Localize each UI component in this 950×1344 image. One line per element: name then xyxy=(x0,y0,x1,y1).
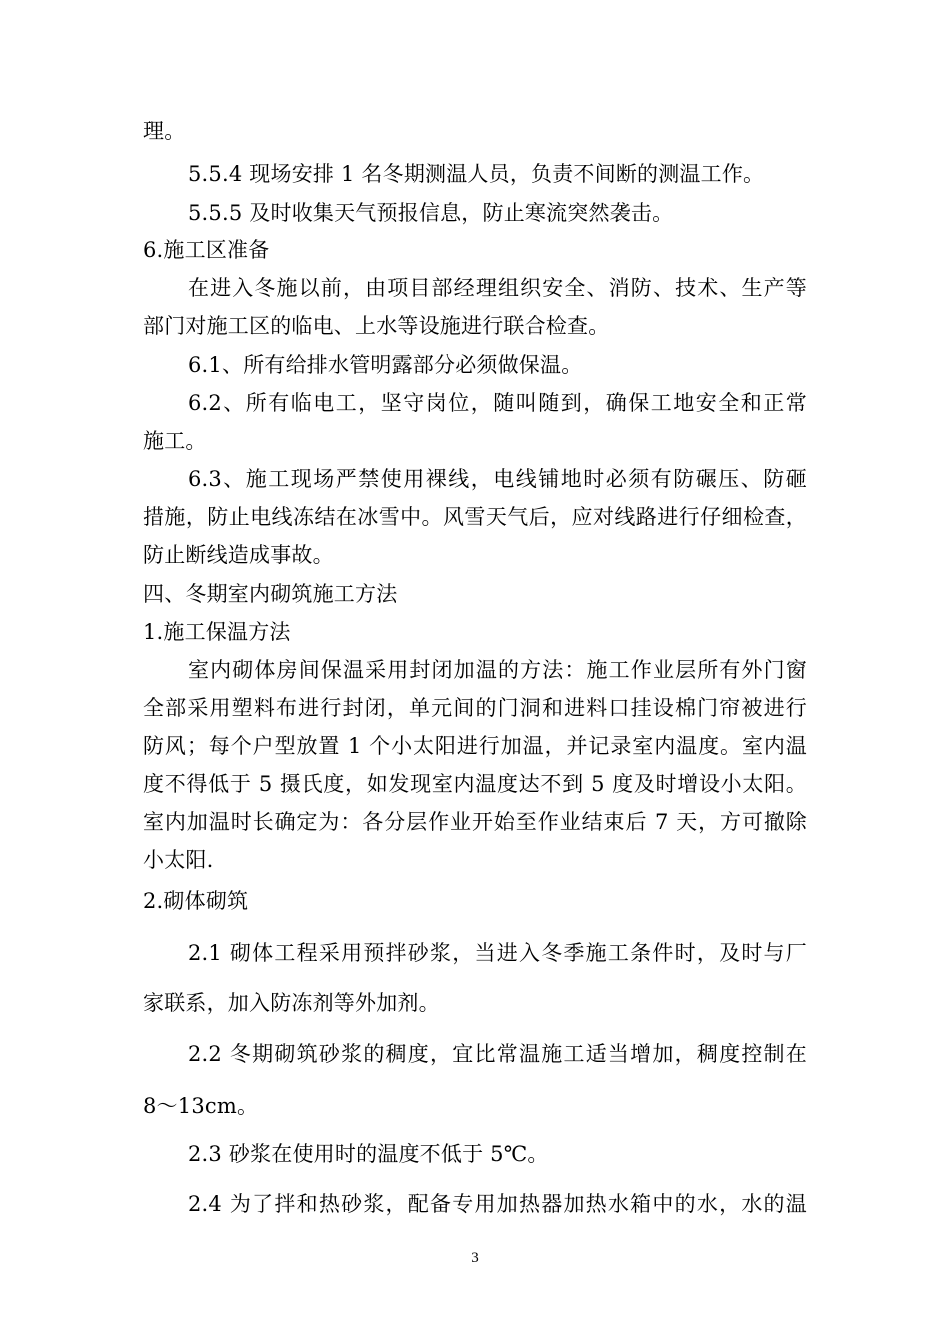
paragraph-line: 8～13cm。 xyxy=(143,1094,259,1118)
paragraph-line: 小太阳. xyxy=(143,848,214,872)
text-line-continuation: 理。 xyxy=(143,119,186,143)
text-line-item-6-3: 6.3、施工现场严禁使用裸线，电线铺地时必须有防碾压、防砸 xyxy=(188,467,807,491)
text-line-item-6-2: 6.2、所有临电工，坚守岗位，随叫随到，确保工地安全和正常 xyxy=(188,391,807,415)
paragraph-line: 室内加温时长确定为：各分层作业开始至作业结束后 7 天，方可撤除 xyxy=(143,810,807,834)
chapter-heading-4: 四、冬期室内砌筑施工方法 xyxy=(143,582,398,606)
paragraph-line: 施工。 xyxy=(143,429,207,453)
text-line-item-6-1: 6.1、所有给排水管明露部分必须做保温。 xyxy=(188,353,583,377)
paragraph-line: 全部采用塑料布进行封闭，单元间的门洞和进料口挂设棉门帘被进行 xyxy=(143,696,807,720)
section-heading-2: 2.砌体砌筑 xyxy=(143,889,249,913)
paragraph-line: 部门对施工区的临电、上水等设施进行联合检查。 xyxy=(143,314,610,338)
text-line-item-2-4: 2.4 为了拌和热砂浆，配备专用加热器加热水箱中的水，水的温 xyxy=(188,1192,807,1216)
section-heading-1: 1.施工保温方法 xyxy=(143,620,291,644)
text-line-item-5-5-4: 5.5.4 现场安排 1 名冬期测温人员，负责不间断的测温工作。 xyxy=(188,162,765,186)
text-line-item-2-2: 2.2 冬期砌筑砂浆的稠度，宜比常温施工适当增加，稠度控制在 xyxy=(188,1042,807,1066)
text-line-item-2-1: 2.1 砌体工程采用预拌砂浆，当进入冬季施工条件时，及时与厂 xyxy=(188,941,807,965)
page-number: 3 xyxy=(471,1250,479,1266)
paragraph-line: 度不得低于 5 摄氏度，如发现室内温度达不到 5 度及时增设小太阳。 xyxy=(143,772,807,796)
paragraph-line: 室内砌体房间保温采用封闭加温的方法：施工作业层所有外门窗 xyxy=(188,658,807,682)
paragraph-line: 在进入冬施以前，由项目部经理组织安全、消防、技术、生产等 xyxy=(188,276,807,300)
paragraph-line: 措施，防止电线冻结在冰雪中。风雪天气后，应对线路进行仔细检查， xyxy=(143,505,807,529)
text-line-item-2-3: 2.3 砂浆在使用时的温度不低于 5℃。 xyxy=(188,1142,549,1166)
text-line-item-5-5-5: 5.5.5 及时收集天气预报信息，防止寒流突然袭击。 xyxy=(188,201,674,225)
section-heading-6: 6.施工区准备 xyxy=(143,238,270,262)
paragraph-line: 防止断线造成事故。 xyxy=(143,543,334,567)
paragraph-line: 家联系，加入防冻剂等外加剂。 xyxy=(143,991,440,1015)
paragraph-line: 防风；每个户型放置 1 个小太阳进行加温，并记录室内温度。室内温 xyxy=(143,734,807,758)
